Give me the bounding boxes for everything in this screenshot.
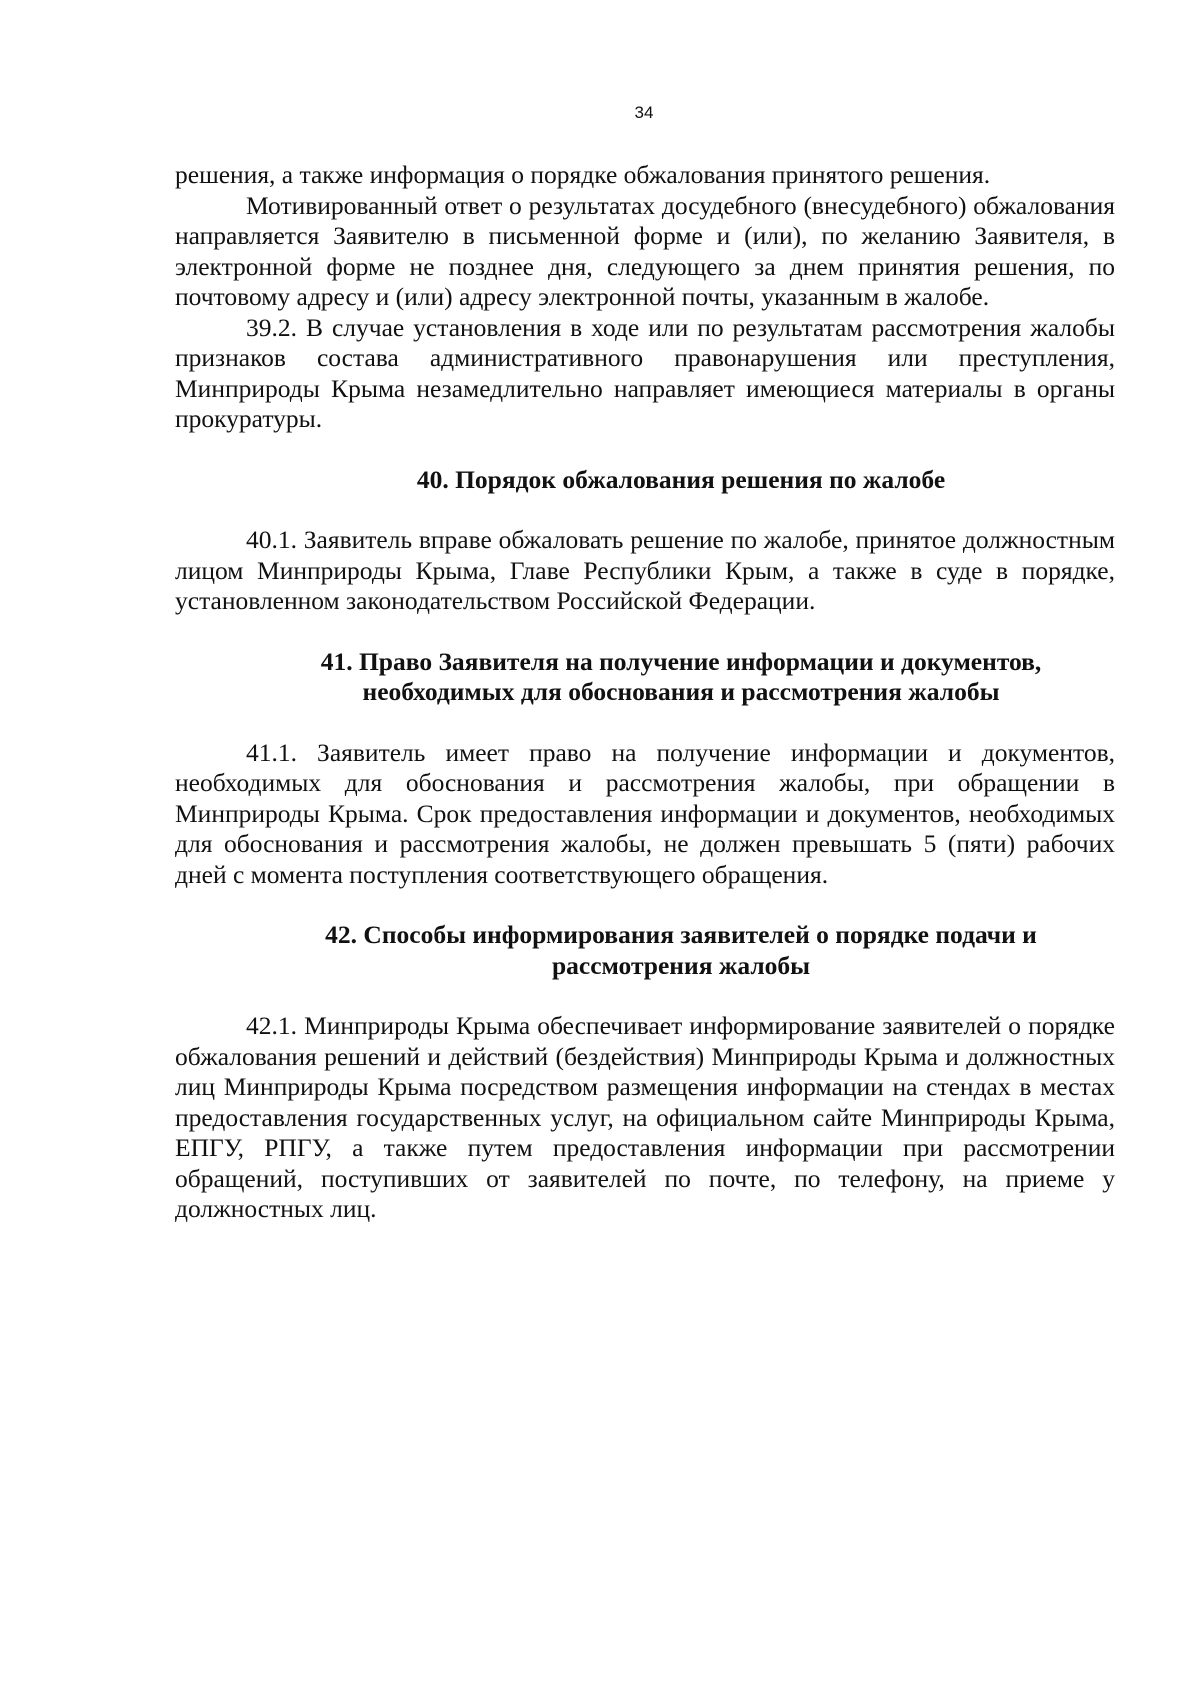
section-heading-42 bbox=[175, 920, 1115, 981]
heading-line: 41. Право Заявителя на получение информации и документов, bbox=[320, 646, 1042, 676]
heading-line: 42. Способы информирования заявителей о порядке подачи и bbox=[325, 920, 1037, 949]
paragraph-42-1: 42.1. Минприроды Крыма обеспечивает информирование заявителей о порядке обжалования решений и действий (бездействия) Минприроды Крыма и должностных лиц Минприроды Крыма посредством размещения информации на стендах в местах предоставления государственных услуг, на официальном сайте Минприроды Крыма, ЕПГУ, РПГУ, а также путем предоставления информации при рассмотрении обращений, поступивших от заявителей по почте, по телефону, на приеме у должностных лиц. bbox=[175, 1011, 1115, 1223]
heading-line: необходимых для обоснования и рассмотрения жалобы bbox=[362, 677, 1000, 706]
page-number: 34 bbox=[634, 103, 654, 122]
paragraph-39-2: 39.2. В случае установления в ходе или по результатам рассмотрения жалобы признаков состава административного правонарушения или преступления, Минприроды Крыма незамедлительно направляет имеющиеся материалы в органы прокуратуры. bbox=[175, 312, 1115, 433]
section-heading-41 bbox=[175, 647, 1115, 708]
paragraph-motivated-answer: Мотивированный ответ о результатах досудебного (внесудебного) обжалования направляется Заявителю в письменной форме и (или), по желанию Заявителя, в электронной форме не позднее дня, следующего за днем принятия решения, по почтовому адресу и (или) адресу электронной почты, указанным в жалобе. bbox=[175, 190, 1115, 311]
paragraph-40-1: 40.1. Заявитель вправе обжаловать решение по жалобе, принятое должностным лицом Минприроды Крыма, Главе Республики Крым, а также в суде в порядке, установленном законодательством Российской Федерации. bbox=[175, 525, 1115, 615]
heading-line: 40. Порядок обжалования решения по жалобе bbox=[416, 464, 946, 494]
heading-line: рассмотрения жалобы bbox=[551, 950, 811, 980]
paragraph-continuation: решения, а также информация о порядке обжалования принятого решения. bbox=[175, 160, 991, 189]
document-body bbox=[175, 160, 1115, 1225]
section-heading-40 bbox=[175, 465, 1115, 496]
paragraph-41-1: 41.1. Заявитель имеет право на получение информации и документов, необходимых для обоснования и рассмотрения жалобы, при обращении в Минприроды Крыма. Срок предоставления информации и документов, необходимых для обоснования и рассмотрения жалобы, не должен превышать 5 (пяти) рабочих дней с момента поступления соответствующего обращения. bbox=[175, 737, 1115, 889]
